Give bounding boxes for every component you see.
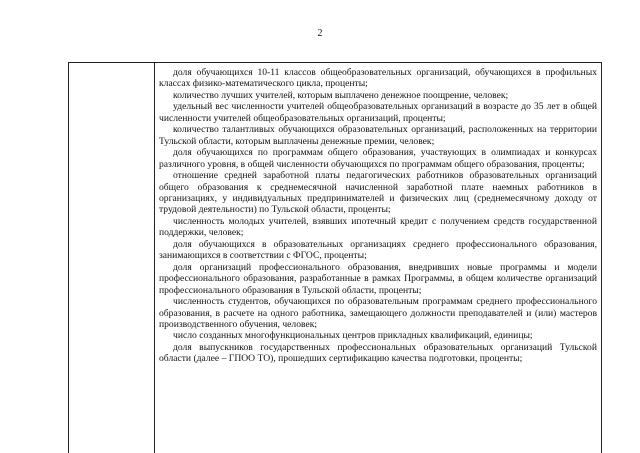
list-item: число созданных многофункциональных центров прикладных квалификаций, единицы; <box>173 330 533 342</box>
list-item: доля выпускников государственных профессиональных образовательных организаций Тульской области (далее – ГПОО ТО), прошедших сертификацию качества подготовки, проценты; <box>159 341 597 365</box>
list-item: удельный вес численности учителей общеобразовательных организаций в возрасте до 35 лет в общей численности учителей общеобразовательных организаций, проценты; <box>159 101 597 124</box>
list-item: количество талантливых обучающихся образовательных организаций, расположенных на территории Тульской области, которым выплачены денежные премии, человек; <box>159 124 597 147</box>
page-number: 2 <box>317 28 323 39</box>
indicator-list <box>155 63 601 365</box>
list-item: доля обучающихся 10-11 классов общеобразовательных организаций, обучающихся в профильных классах физико-математического цикла, проценты; <box>159 67 597 90</box>
list-item: доля обучающихся в образовательных организациях среднего профессионального образования, занимающихся в соответствии с ФГОС, проценты; <box>159 238 597 262</box>
list-item: отношение средней заработной платы педагогических работников образовательных организаций общего образования к среднемесячной начисленной заработной плате наемных работников в организациях, у индивидуальных предпринимателей и физических лиц (среднемесячному доходу от трудовой деятельности) по Тульской области, проценты; <box>159 170 597 216</box>
list-item: доля обучающихся по программам общего образования, участвующих в олимпиадах и конкурсах различного уровня, в общей численности обучающихся по программам общего образования, проценты; <box>159 147 597 170</box>
indicator-table <box>68 62 602 453</box>
list-item: доля организаций профессионального образования, внедривших новые программы и модели профессионального образования, разработанные в рамках Программы, в общем количестве организаций профессионального образования в Тульской области, проценты; <box>159 261 597 296</box>
table-left-column <box>69 63 155 453</box>
list-item: численность студентов, обучающихся по образовательным программам среднего профессионального образования, в расчете на одного работника, замещающего должности преподавателей и (или) мастеров производственного обучения, человек; <box>159 296 597 330</box>
list-item: количество лучших учителей, которым выплачено денежное поощрение, человек; <box>173 89 509 101</box>
list-item: численность молодых учителей, взявших ипотечный кредит с получением средств государственной поддержки, человек; <box>159 215 597 239</box>
